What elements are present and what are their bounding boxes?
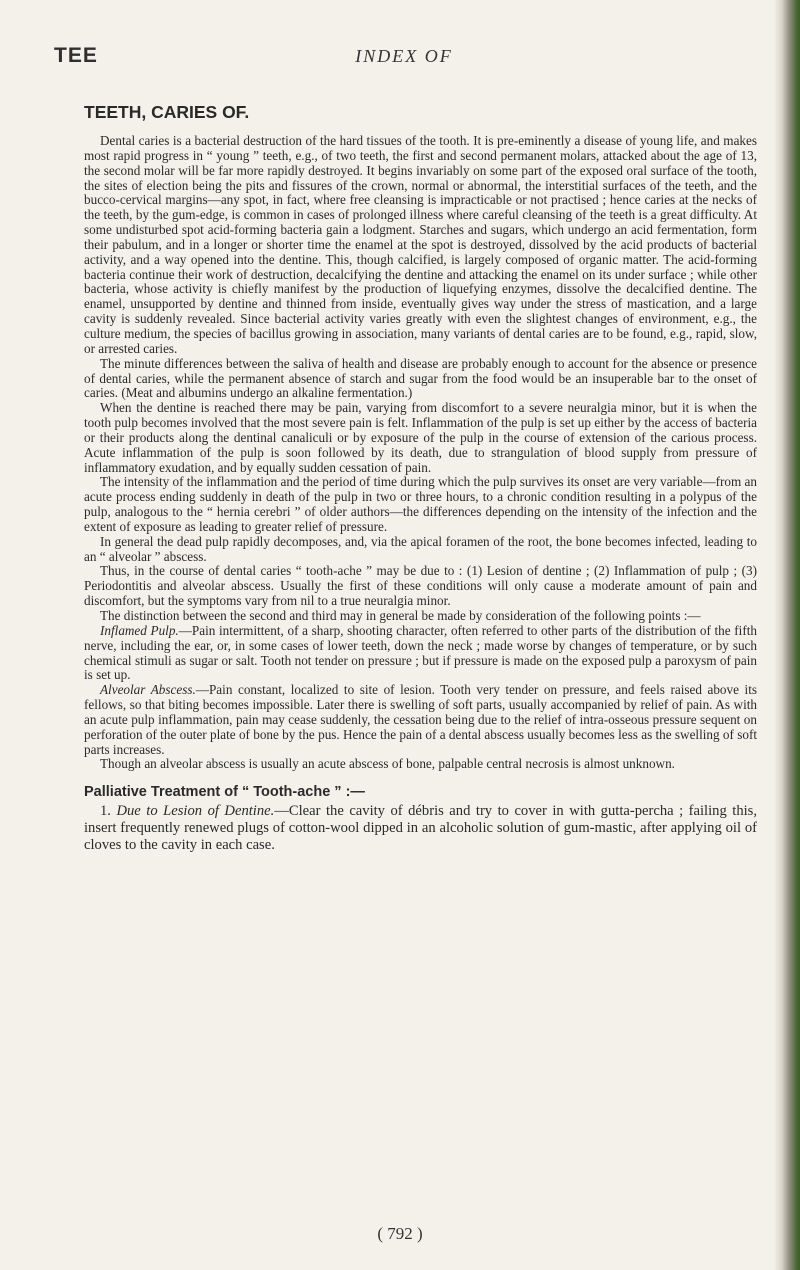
running-head-title: INDEX OF [355, 46, 453, 66]
running-head [54, 44, 754, 74]
paragraph-alveolar-abscess [84, 683, 757, 757]
palliative-item-label: Due to Lesion of Dentine. [116, 803, 275, 820]
page-edge-shadow [774, 0, 800, 1270]
palliative-item-text: —Clear the cavity of débris and try to cover in with gutta-percha ; failing this, insert frequently renewed plugs of cotton-wool dipped in an alcoholic solution of gum-mastic, after applying oil of cloves to the cavity in each case. [84, 803, 757, 854]
paragraph-saliva: The minute differences between the saliva of health and disease are probably enough to account for the absence or presence of dental caries, while the permanent absence of starch and sugar from the food would be an insuperable bar to the onset of caries. (Meat and albumins undergo an alkaline fermentation.) [84, 355, 757, 401]
paragraph-dead-pulp: In general the dead pulp rapidly decomposes, and, via the apical foramen of the root, the bone becomes infected, leading to an “ alveolar ” abscess. [84, 533, 757, 564]
paragraph-inflamed-pulp [84, 624, 757, 683]
paragraph-caries-definition: Dental caries is a bacterial destruction of the hard tissues of the tooth. It is pre-eminently a disease of young life, and makes most rapid progress in “ young ” teeth, e.g., of two teeth, the first and second permanent molars, attacked about the age of 13, the second molar will be far more rapidly destroyed. It begins invariably on some part of the exposed oral surface of the tooth, the sites of election being the pits and fissures of the crown, normal or abnormal, the interstitial surfaces of the teeth, and the bucco-cervical margins—any spot, in fact, where free cleansing is impracticable or not practised ; hence caries at the necks of the teeth, by the gum-edge, is common in cases of prolonged illness where careful cleansing of the teeth is a great difficulty. At some undisturbed spot acid-forming bacteria gain a lodgment. Starches and sugars, which undergo an acid fermentation, form their pabulum, and in a longer or shorter time the enamel at the spot is destroyed, dissolved by the acid products of bacterial activity, and a way opened into the dentine. This, though calcified, is largely composed of organic matter. The acid-forming bacteria continue their work of destruction, decalcifying the dentine and attacking the enamel on its under surface ; while other bacteria, whose activity is chiefly manifest by the production of liquefying enzymes, dissolve the decalcified dentine. The enamel, unsupported by dentine and thinned from inside, eventually gives way under the stress of mastication, and a large cavity is suddenly revealed. Since bacterial activity varies greatly with even the slightest changes of environment, e.g., the culture medium, the species of bacillus growing in association, many variants of dental caries are to be found, e.g., rapid, slow, or arrested caries. [84, 133, 757, 356]
palliative-heading: Palliative Treatment of “ Tooth-ache ” :— [84, 784, 365, 801]
palliative-text [84, 803, 757, 854]
paragraph-toothache-causes: Thus, in the course of dental caries “ tooth-ache ” may be due to : (1) Lesion of dentine ; (2) Inflammation of pulp ; (3) Periodontitis and alveolar abscess. Usually the first of these conditions will only cause a moderate amount of pain and discomfort, but the symptoms vary from nil to a true neuralgia minor. [84, 563, 757, 609]
article-text [84, 134, 757, 772]
palliative-item-number: 1. [100, 803, 111, 820]
palliative-item [84, 803, 757, 854]
page-number: ( 792 ) [377, 1224, 423, 1243]
paragraph-dentine-pain: When the dentine is reached there may be pain, varying from discomfort to a severe neuralgia minor, but it is when the tooth pulp becomes involved that the most severe pain is felt. Inflammation of the pulp is set up either by the access of bacteria or their products along the dentinal canaliculi or by exposure of the pulp in the course of extension of the carious process. Acute inflammation of the pulp is soon followed by its death, due to strangulation of blood supply from pressure of inflammatory exudation, and by equally sudden cessation of pain. [84, 400, 757, 475]
alveolar-abscess-label: Alveolar Abscess. [100, 682, 196, 698]
page-body [84, 102, 757, 854]
paragraph-inflammation-intensity: The intensity of the inflammation and the period of time during which the pulp survives its onset are very variable—from an acute process ending suddenly in death of the pulp in two or three hours, to a chronic condition resulting in a polypus of the pulp, analogous to the “ hernia cerebri ” of older authors—the differences depending on the intensity of the infection and the extent of exposure as leading to greater relief of pressure. [84, 474, 758, 534]
inflamed-pulp-text: —Pain intermittent, of a sharp, shooting character, often referred to other parts of the distribution of the fifth nerve, including the ear, or, in some cases of lower teeth, down the neck ; made worse by changes of temperature, or by such chemical stimuli as sugar or salt. Tooth not tender on pressure ; but if pressure is made on the exposed pulp a paroxysm of pain is set up. [84, 622, 757, 683]
inflamed-pulp-label: Inflamed Pulp. [100, 622, 179, 638]
paragraph-necrosis: Though an alveolar abscess is usually an acute abscess of bone, palpable central necrosis is almost unknown. [100, 756, 675, 772]
paragraph-distinction: The distinction between the second and third may in general be made by consideration of the following points :— [100, 608, 701, 623]
running-head-keyword: TEE [54, 44, 98, 67]
alveolar-abscess-text: —Pain constant, localized to site of lesion. Tooth very tender on pressure, and feels raised above its fellows, so that biting becomes impossible. Later there is swelling of soft parts, usually accompanied by relief of pain. As with an acute pulp inflammation, pain may cease suddenly, the cessation being due to the relief of intra-osseous pressure sequent on perforation of the outer plate of bone by the pus. Hence the pain of a dental abscess usually becomes less as the swelling of soft parts increases. [84, 682, 757, 757]
article-heading: TEETH, CARIES OF. [84, 102, 250, 122]
